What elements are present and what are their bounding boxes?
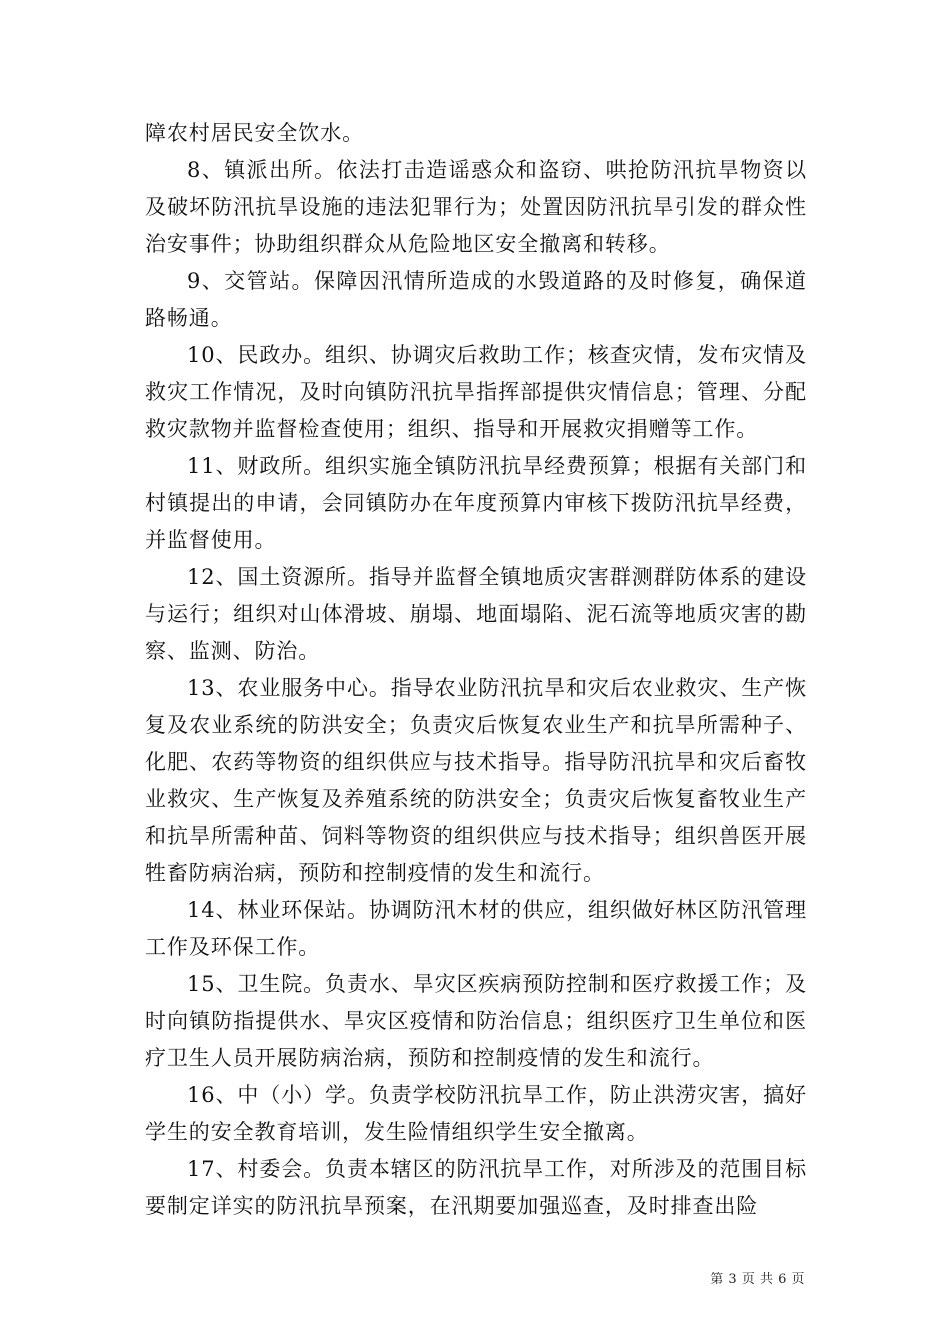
paragraph-17-village-committee: 17、村委会。负责本辖区的防汛抗旱工作，对所涉及的范围目标要制定详实的防汛抗旱预案，在汛期要加强巡查，及时排查出险 (145, 1157, 807, 1218)
paragraph-continuation: 障农村居民安全饮水。 (145, 121, 364, 145)
paragraph-14-forestry: 14、林业环保站。协调防汛木材的供应，组织做好林区防汛管理工作及环保工作。 (145, 898, 807, 959)
paragraph-15-health: 15、卫生院。负责水、旱灾区疾病预防控制和医疗救援工作；及时向镇防指提供水、旱灾区疫情和防治信息；组织医疗卫生单位和医疗卫生人员开展防病治病，预防和控制疫情的发生和流行。 (145, 972, 807, 1070)
paragraph-11-finance: 11、财政所。组织实施全镇防汛抗旱经费预算；根据有关部门和村镇提出的申请，会同镇防办在年度预算内审核下拨防汛抗旱经费，并监督使用。 (145, 454, 807, 552)
document-body (145, 115, 807, 1225)
paragraph-12-land-resources: 12、国土资源所。指导并监督全镇地质灾害群测群防体系的建设与运行；组织对山体滑坡、崩塌、地面塌陷、泥石流等地质灾害的勘察、监测、防治。 (145, 565, 807, 663)
paragraph-13-agriculture: 13、农业服务中心。指导农业防汛抗旱和灾后农业救灾、生产恢复及农业系统的防洪安全；负责灾后恢复农业生产和抗旱所需种子、化肥、农药等物资的组织供应与技术指导。指导防汛抗旱和灾后畜牧业救灾、生产恢复及养殖系统的防洪安全；负责灾后恢复畜牧业生产和抗旱所需种苗、饲料等物资的组织供应与技术指导；组织兽医开展牲畜防病治病，预防和控制疫情的发生和流行。 (145, 676, 807, 885)
paragraph-9-traffic-station: 9、交管站。保障因汛情所造成的水毁道路的及时修复，确保道路畅通。 (145, 269, 807, 330)
paragraph-16-schools: 16、中（小）学。负责学校防汛抗旱工作，防止洪涝灾害，搞好学生的安全教育培训，发生险情组织学生安全撤离。 (145, 1083, 807, 1144)
paragraph-10-civil-affairs: 10、民政办。组织、协调灾后救助工作；核查灾情，发布灾情及救灾工作情况，及时向镇防汛抗旱指挥部提供灾情信息；管理、分配救灾款物并监督检查使用；组织、指导和开展救灾捐赠等工作。 (145, 343, 807, 441)
paragraph-8-police-station: 8、镇派出所。依法打击造谣惑众和盗窃、哄抢防汛抗旱物资以及破坏防汛抗旱设施的违法犯罪行为；处置因防汛抗旱引发的群众性治安事件；协助组织群众从危险地区安全撤离和转移。 (145, 158, 807, 256)
page-number: 第 3 页 共 6 页 (710, 1272, 805, 1287)
